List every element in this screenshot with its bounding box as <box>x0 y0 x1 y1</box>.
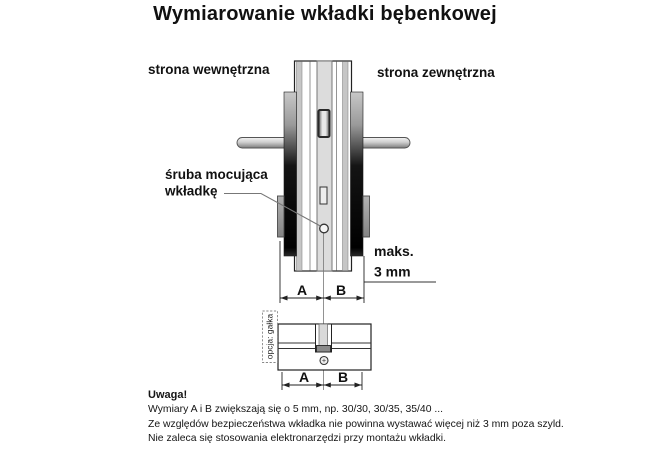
lower-dim-a-label: A <box>299 369 310 385</box>
upper-dim-b-label: B <box>336 282 347 298</box>
outer-side-label: strona zewnętrzna <box>377 65 495 80</box>
lower-dim-b-label: B <box>338 369 349 385</box>
cam <box>317 346 331 353</box>
note-line: Nie zaleca się stosowania elektronarzędzi przy montażu wkładki. <box>148 433 447 445</box>
screw-slot <box>320 187 327 204</box>
outer-cylinder-end <box>363 196 370 237</box>
cylinder-front-view <box>278 324 371 370</box>
notes-heading: Uwaga! <box>148 389 188 401</box>
inner-cylinder-end <box>278 196 285 237</box>
upper-dim-a-label: A <box>297 282 308 298</box>
fixing-screw <box>320 224 329 233</box>
knob-option-label: opcja: gałka <box>264 313 275 360</box>
door-cross-section <box>295 61 352 271</box>
spindle-hub <box>319 110 330 137</box>
max-protrusion-label-line2: 3 mm <box>374 263 411 280</box>
note-line: Ze względów bezpieczeństwa wkładka nie powinna wystawać więcej niż 3 mm poza szyld. <box>148 418 564 430</box>
inner-side-label: strona wewnętrzna <box>148 62 270 77</box>
notes-block <box>148 388 588 447</box>
note-line: Wymiary A i B zwiększają się o 5 mm, np. 30/30, 30/35, 35/40 ... <box>148 404 444 416</box>
max-protrusion-label-line1: maks. <box>374 243 414 259</box>
outer-escutcheon <box>351 92 364 256</box>
inner-escutcheon <box>284 92 297 256</box>
cylinder-body-strip <box>317 61 332 271</box>
knob-option <box>263 311 278 363</box>
screw-label-line2: wkładkę <box>165 183 218 199</box>
screw-label-line1: śruba mocująca <box>165 167 268 182</box>
page-title: Wymiarowanie wkładki bębenkowej <box>153 3 497 25</box>
